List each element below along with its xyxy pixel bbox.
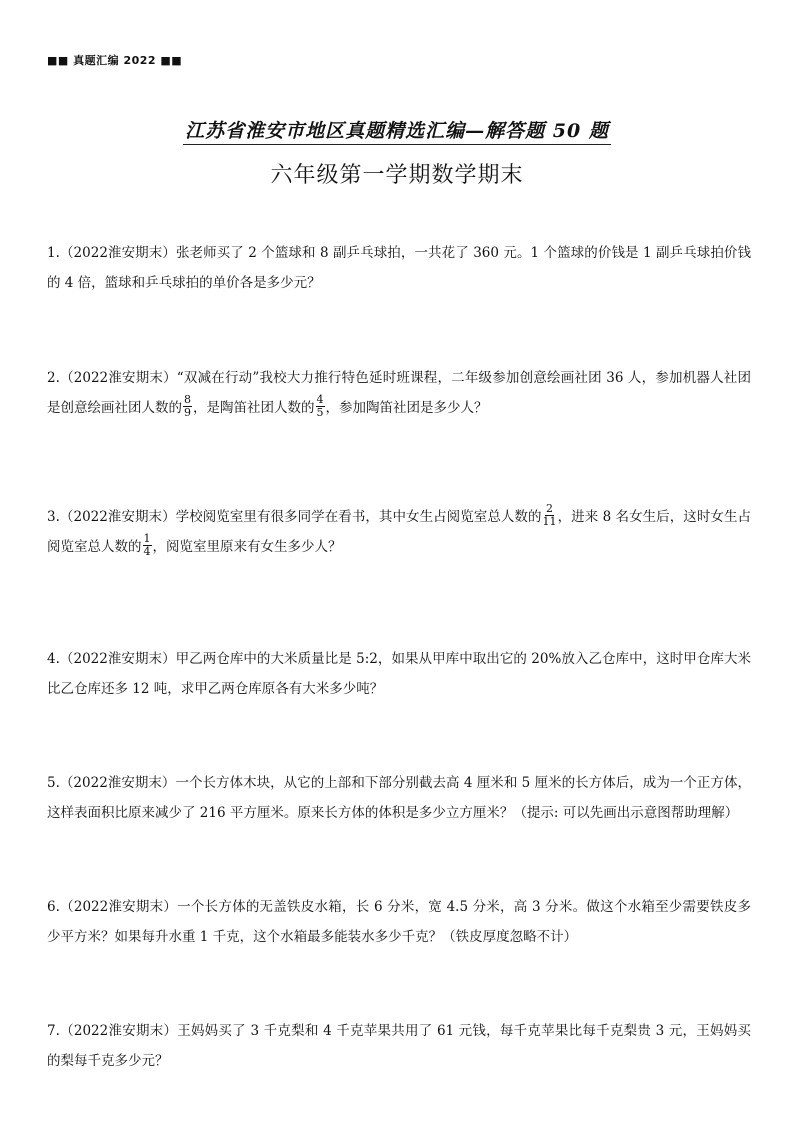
fraction-denominator: 4	[143, 545, 151, 558]
question-text: ，是陶笛社团人数的	[193, 400, 315, 416]
document-subtitle: 六年级第一学期数学期末	[270, 163, 524, 188]
fraction	[143, 533, 152, 558]
question-text: ，阅览室里原来有女生多少人？	[152, 539, 342, 555]
question-3	[47, 502, 751, 562]
fraction-denominator: 11	[542, 515, 557, 528]
question-text: ，进来 8 名女生后，这时女生占阅览室总人数的	[47, 509, 751, 555]
fraction	[543, 503, 557, 528]
question-text: 3.（2022淮安期末）学校阅览室里有很多同学在看书，其中女生占阅览室总人数的	[47, 509, 542, 525]
question-6: 6.（2022淮安期末）一个长方体的无盖铁皮水箱，长 6 分米，宽 4.5 分米，高 3 分米。做这个水箱至少需要铁皮多少平方米？如果每升水重 1 千克，这个水箱最多能装水多少千克？（铁皮厚度忽略不计）	[47, 899, 751, 945]
question-4: 4.（2022淮安期末）甲乙两仓库中的大米质量比是 5:2，如果从甲库中取出它的 20%放入乙仓库中，这时甲仓库大米比乙仓库还多 12 吨，求甲乙两仓库原各有大米多少吨？	[47, 651, 751, 697]
title-text: 江苏省淮安市地区真题精选汇编—解答题 50 题	[183, 120, 611, 145]
question-text: ，参加陶笛社团是多少人？	[325, 400, 488, 416]
fraction-numerator: 8	[184, 393, 191, 406]
question-5: 5.（2022淮安期末）一个长方体木块，从它的上部和下部分别截去高 4 厘米和 5 厘米的长方体后，成为一个正方体，这样表面积比原来减少了 216 平方厘米。原来长方体的体积是多少立方厘米？（提示: 可以先画出示意图帮助理解）	[47, 775, 751, 821]
question-7: 7.（2022淮安期末）王妈妈买了 3 千克梨和 4 千克苹果共用了 61 元钱，每千克苹果比每千克梨贵 3 元，王妈妈买的梨每千克多少元？	[47, 1023, 751, 1069]
fraction-numerator: 1	[143, 532, 151, 545]
fraction-denominator: 5	[316, 406, 324, 419]
fraction-denominator: 9	[184, 406, 191, 419]
fraction-numerator: 2	[546, 502, 554, 515]
fraction-numerator: 4	[316, 393, 324, 406]
fraction	[183, 394, 192, 419]
question-1: 1.（2022淮安期末）张老师买了 2 个篮球和 8 副乒乓球拍，一共花了 360 元。1 个篮球的价钱是 1 副乒乓球拍价钱的 4 倍，篮球和乒乓球拍的单价各是多少元？	[47, 245, 751, 291]
page-header: ■■ 真题汇编 2022 ■■	[47, 54, 183, 67]
document-title	[0, 116, 794, 143]
fraction	[316, 394, 325, 419]
question-2	[47, 363, 751, 423]
question-text: 2.（2022淮安期末）“双减在行动”我校大力推行特色延时班课程，二年级参加创意绘画社团 36 人，参加机器人社团是创意绘画社团人数的	[47, 370, 751, 416]
